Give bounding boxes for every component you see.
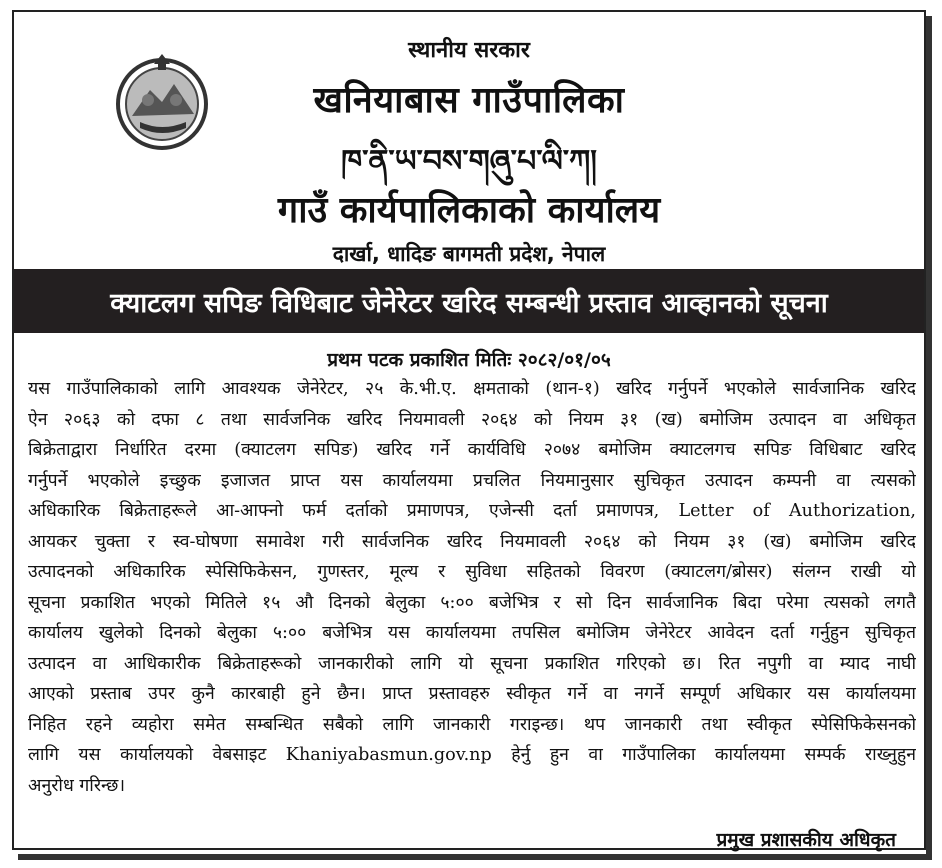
body-line: लागि यस कार्यालयको वेबसाइट Khaniyabasmun.gov.np हेर्नु हुन वा गाउँपालिका कार्यालयमा सम्पर्क राख्नुहुन xyxy=(28,745,916,765)
notice-title: क्याटलग सपिङ विधिबाट जेनेरेटर खरिद सम्बन्धी प्रस्ताव आव्हानको सूचना xyxy=(110,287,828,319)
header-line-address: दार्खा, धादिङ बागमती प्रदेश, नेपाल xyxy=(332,242,606,266)
notice-header xyxy=(14,12,924,267)
header-line-office-name: गाउँ कार्यपालिकाको कार्यालय xyxy=(277,190,661,231)
body-line: निहित रहने व्यहोरा समेत सम्बन्धित सबैको लागि जानकारी गराइन्छ। थप जानकारी तथा स्वीकृत स्पेसिफिकेसनको xyxy=(28,714,916,735)
body-line: उत्पादन वा आधिकारीक बिक्रेताहरूको जानकारीको लागि यो सूचना प्रकाशित गरिएको छ। रित नपुगी वा म्याद नाघी xyxy=(28,653,916,674)
body-line: सूचना प्रकाशित भएको मितिले १५ औ दिनको बेलुका ५:०० बजेभित्र र सो दिन सार्वजानिक बिदा परेमा त्यसको लगतै xyxy=(28,592,916,613)
header-line-tibetan-script: ཁ་ནི་ཡ་བས་གཞུ་པ་ལི་ཀ། xyxy=(341,144,597,179)
body-line: अनुरोध गरिन्छ। xyxy=(28,775,126,796)
header-line-municipality-name: खनियाबास गाउँपालिका xyxy=(313,80,625,121)
publication-date: प्रथम पटक प्रकाशित मितिः २०८२/०१/०५ xyxy=(327,349,611,371)
body-line: उत्पादनको अधिकारिक स्पेसिफिकेसन, गुणस्तर, मूल्य र सुविधा सहितको विवरण (क्याटलग/ब्रोसर) संलग्न राखी यो xyxy=(28,562,916,582)
body-line: बिक्रेताद्वारा निर्धारित दरमा (क्याटलग सपिङ) खरिद गर्ने कार्यविधि २०७४ बमोजिम क्याटलगच सपिङ विधिबाट खरिद xyxy=(28,440,916,460)
body-line: अधिकारिक बिक्रेताहरूले आ-आफ्नो फर्म दर्ताको प्रमाणपत्र, एजेन्सी दर्ता प्रमाणपत्र, Letter of Authorization, xyxy=(28,501,916,521)
body-line: कार्यालय खुलेको दिनको बेलुका ५:०० बजेभित्र यस कार्यालयमा तपसिल बमोजिम जेनेरेटर आवेदन दर्ता गर्नुहुन सुचिकृत xyxy=(28,623,916,643)
body-line: आएको प्रस्ताब उपर कुनै कारबाही हुने छैन। प्राप्त प्रस्तावहरु स्वीकृत गर्ने वा नगर्ने सम्पूर्ण अधिकार यस कार्यालयमा xyxy=(28,684,916,704)
notice-body xyxy=(28,374,916,801)
notice-title-banner xyxy=(14,269,924,333)
body-line: आयकर चुक्ता र स्व-घोषणा समावेश गरी सार्वजनिक खरिद नियमावली २०६४ को नियम ३१ (ख) बमोजिम खरिद xyxy=(28,531,916,552)
body-line: यस गाउँपालिकाको लागि आवश्यक जेनेरेटर, २५ के.भी.ए. क्षमताको (थान-१) खरिद गर्नुपर्ने भएकोले सार्वजानिक खरिद xyxy=(28,379,916,399)
body-line: गर्नुपर्ने भएकोले इच्छुक इजाजत प्राप्त यस कार्यालयमा प्रचलित नियमानुसार सुचिकृत उत्पादन कम्पनी वा त्यसको xyxy=(28,470,916,491)
signature-title: प्रमुख प्रशासकीय अधिकृत xyxy=(716,829,896,851)
notice-frame xyxy=(12,10,926,850)
header-line-local-government: स्थानीय सरकार xyxy=(408,38,530,63)
body-line: ऐन २०६३ को दफा ८ तथा सार्वजनिक खरिद नियमावली २०६४ को नियम ३१ (ख) बमोजिम उत्पादन वा अधिकृत xyxy=(28,409,916,430)
